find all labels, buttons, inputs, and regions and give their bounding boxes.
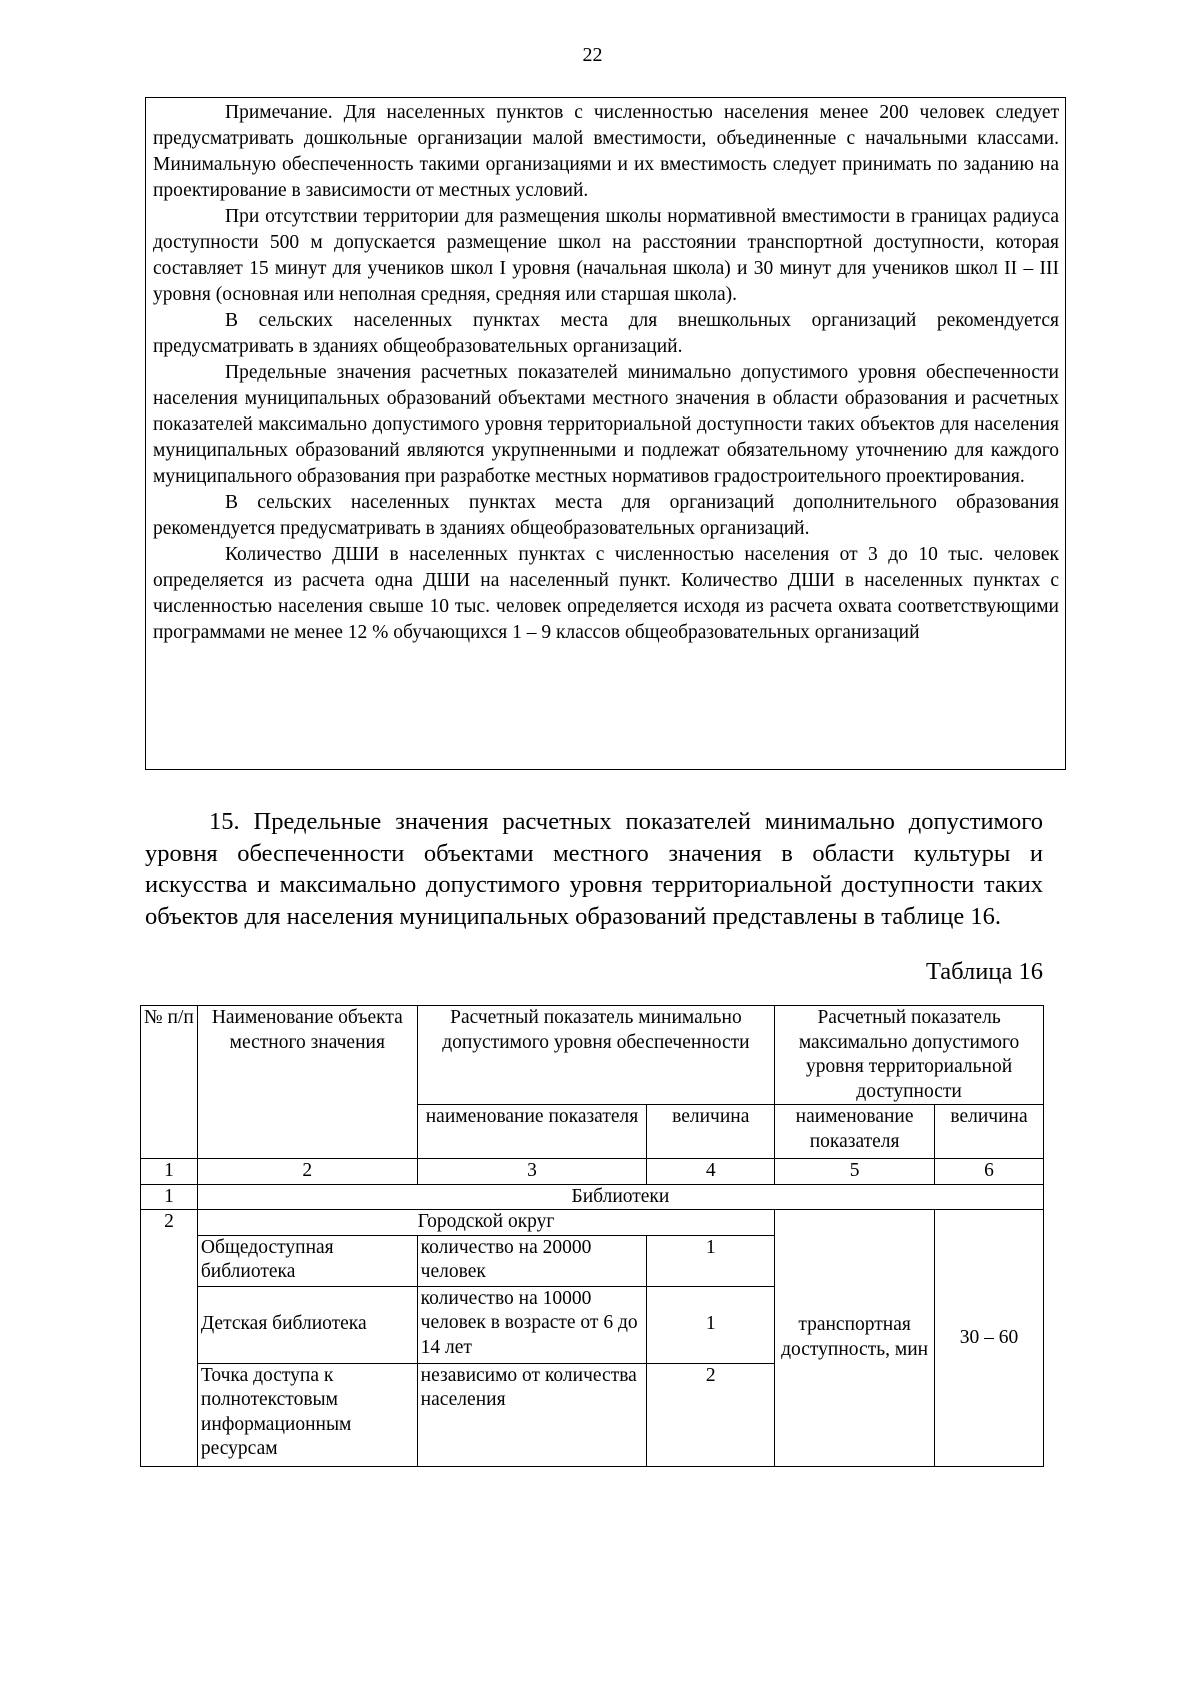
object-name: Детская библиотека [197,1286,417,1363]
value: 1 [647,1286,775,1363]
indicator: независимо от количества населения [417,1363,647,1466]
header-max: Расчетный показатель максимально допустимого уровня территориальной доступности [775,1006,1044,1105]
value: 2 [647,1363,775,1466]
paragraph-15: 15. Предельные значения расчетных показателей минимально допустимого уровня обеспеченности объектами местного значения в области культуры и искусства и максимально допустимого уровня территориальной доступности таких объектов для населения муниципальных образований представлены в таблице 16. [145,808,1043,930]
note-paragraph: В сельских населенных пунктах места для организаций дополнительного образования рекомендуется предусматривать в зданиях общеобразовательных организаций. [153,492,1059,539]
sub-num: 2 [141,1210,198,1467]
header-min: Расчетный показатель минимально допустимого уровня обеспеченности [417,1006,774,1105]
col-num: 3 [417,1159,647,1185]
sub-title: Городской округ [197,1210,774,1236]
object-name: Точка доступа к полнотекстовым информационным ресурсам [197,1363,417,1466]
col-num: 5 [775,1159,935,1185]
col-num: 2 [197,1159,417,1185]
main-text [145,806,1043,932]
indicator: количество на 20000 человек [417,1235,647,1286]
object-name: Общедоступная библиотека [197,1235,417,1286]
page-number: 22 [582,44,603,66]
header-value: величина [935,1105,1044,1159]
access-indicator: транспортная доступность, мин [775,1210,935,1467]
note-paragraph: Примечание. Для населенных пунктов с численностью населения менее 200 человек следует предусматривать дошкольные организации малой вместимости, объединенные с начальными классами. Минимальную обеспеченность такими организациями и их вместимость следует принимать по заданию на проектирование в зависимости от местных условий. [153,102,1059,201]
note-paragraph: В сельских населенных пунктах места для внешкольных организаций рекомендуется предусматривать в зданиях общеобразовательных организаций. [153,310,1059,357]
header-indicator: наименование показателя [775,1105,935,1159]
access-value: 30 – 60 [935,1210,1044,1467]
col-num: 6 [935,1159,1044,1185]
table-16 [140,1005,1044,1467]
header-num: № п/п [141,1006,198,1159]
col-num: 4 [647,1159,775,1185]
indicator: количество на 10000 человек в возрасте от 6 до 14 лет [417,1286,647,1363]
note-box [145,97,1066,770]
value: 1 [647,1235,775,1286]
header-name: Наименование объекта местного значения [197,1006,417,1159]
header-indicator: наименование показателя [417,1105,647,1159]
header-value: величина [647,1105,775,1159]
section-title: Библиотеки [197,1184,1043,1210]
table-caption: Таблица 16 [925,958,1043,985]
section-num: 1 [141,1184,198,1210]
note-paragraph: При отсутствии территории для размещения школы нормативной вместимости в границах радиуса доступности 500 м допускается размещение школ на расстоянии транспортной доступности, которая составляет 15 минут для учеников школ I уровня (начальная школа) и 30 минут для учеников школ II – III уровня (основная или неполная средняя, средняя или старшая школа). [153,206,1059,305]
col-num: 1 [141,1159,198,1185]
note-paragraph: Предельные значения расчетных показателей минимально допустимого уровня обеспеченности населения муниципальных образований объектами местного значения в области образования и расчетных показателей максимально допустимого уровня территориальной доступности таких объектов для населения муниципальных образований являются укрупненными и подлежат обязательному уточнению для каждого муниципального образования при разработке местных нормативов градостроительного проектирования. [153,362,1059,487]
note-paragraph: Количество ДШИ в населенных пунктах с численностью населения от 3 до 10 тыс. человек определяется из расчета одна ДШИ на населенный пункт. Количество ДШИ в населенных пунктах с численностью населения свыше 10 тыс. человек определяется исходя из расчета охвата соответствующими программами не менее 12 % обучающихся 1 – 9 классов общеобразовательных организаций [153,544,1059,643]
